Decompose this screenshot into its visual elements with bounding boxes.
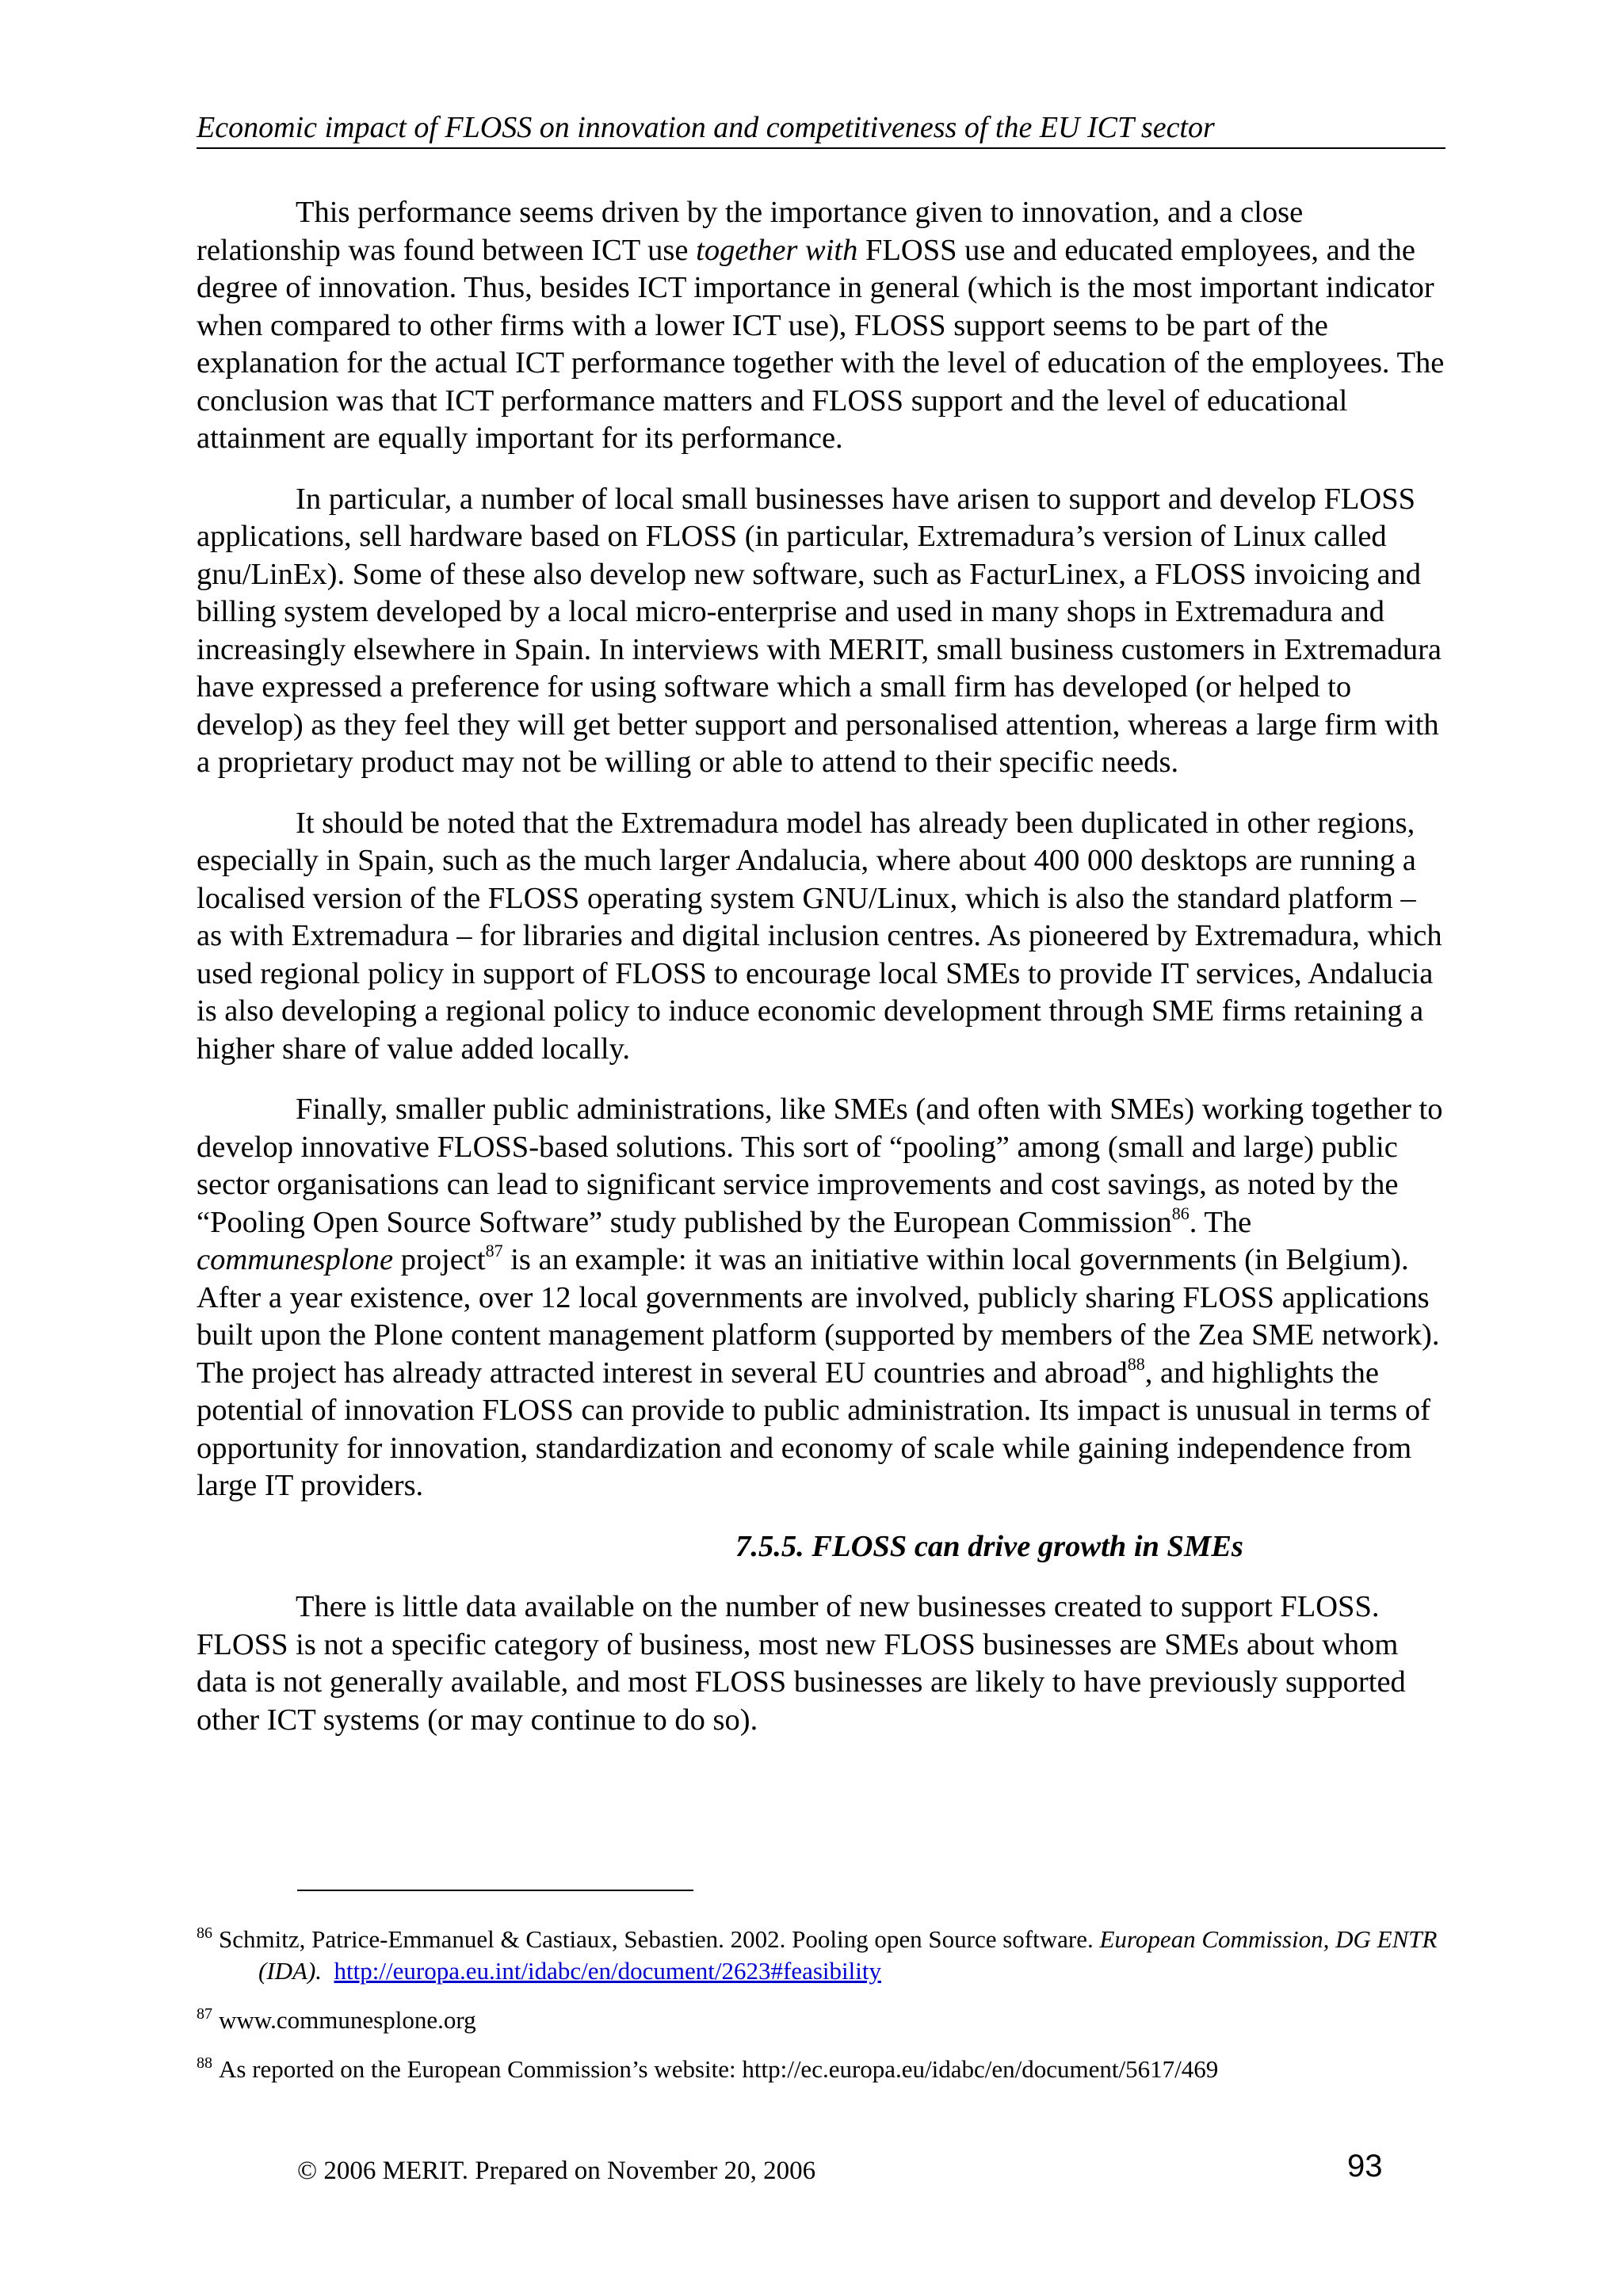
paragraph-4-text-e: , and highlights the potential of innovation FLOSS can provide to public administration. Its impact is unusual in terms of opportunity for innovation, standardization and economy of scale while gaining independence from large IT providers. [197, 1356, 1430, 1502]
paragraph-3: It should be noted that the Extremadura model has already been duplicated in other regions, especially in Spain, such as the much larger Andalucia, where about 400 000 desktops are running a localised version of the FLOSS operating system GNU/Linux, which is also the standard platform – as with Extremadura – for libraries and digital inclusion centres. As pioneered by Extremadura, which used regional policy in support of FLOSS to encourage local SMEs to provide IT services, Andalucia is also developing a regional policy to induce economic development through SME firms retaining a higher share of value added locally. [197, 806, 1442, 1066]
footnote-87 [197, 2004, 1445, 2036]
paragraph-4-text-a: Finally, smaller public administrations, like SMEs (and often with SMEs) working together to develop innovative FLOSS-based solutions. This sort of “pooling” among (small and large) public sector organisations can lead to significant service improvements and cost savings, as noted by the “Pooling Open Source Software” study published by the European Commission [197, 1093, 1443, 1239]
paragraph-4-text-c: project [393, 1243, 486, 1276]
paragraph-1-text: This performance seems driven by the importance given to innovation, and a close relationship was found between ICT use [197, 196, 1304, 267]
footnote-88 [197, 2054, 1445, 2085]
paragraph-5: There is little data available on the number of new businesses created to support FLOSS. FLOSS is not a specific category of business, most new FLOSS businesses are SMEs about whom data is not generally available, and most FLOSS businesses are likely to have previously supported other ICT systems (or may continue to do so). [197, 1590, 1406, 1737]
page-number: 93 [1347, 2149, 1383, 2183]
paragraph-2: In particular, a number of local small businesses have arisen to support and develop FLOSS applications, sell hardware based on FLOSS (in particular, Extremadura’s version of Linux called gnu/LinEx). Some of these also develop new software, such as FacturLinex, a FLOSS invoicing and billing system developed by a local micro-enterprise and used in many shops in Extremadura and increasingly elsewhere in Spain. In interviews with MERIT, small business customers in Extremadura have expressed a preference for using software which a small firm has developed (or helped to develop) as they feel they will get better support and personalised attention, whereas a large firm with a proprietary product may not be willing or able to attend to their specific needs. [197, 482, 1442, 779]
footnote-86 [197, 1924, 1445, 1987]
footnote-italic: European Commission, DG ENTR (IDA). [258, 1925, 1438, 1985]
footnote-text: As reported on the European Commission’s website: http://ec.europa.eu/idabc/en/document/5617/469 [219, 2055, 1219, 2083]
footnotes [197, 1924, 1445, 2103]
paragraph-1-text-rest: FLOSS use and educated employees, and the degree of innovation. Thus, besides ICT importance in general (which is the most important indicator when compared to other firms with a lower ICT use), FLOSS support seems to be part of the explanation for the actual ICT performance together with the level of education of the employees. The conclusion was that ICT performance matters and FLOSS support and the level of educational attainment are equally important for its performance. [197, 233, 1445, 455]
footnote-number: 86 [197, 1924, 212, 1942]
paragraph-4-italic: communesplone [197, 1243, 394, 1276]
footnote-divider [297, 1890, 693, 1891]
footnote-number: 87 [197, 2005, 212, 2023]
paragraph-1 [197, 194, 1445, 458]
footnote-number: 88 [197, 2054, 212, 2072]
footnote-ref-87[interactable]: 87 [485, 1241, 503, 1261]
footnote-ref-86[interactable]: 86 [1171, 1203, 1190, 1223]
paragraph-4-text-d: is an example: it was an initiative within local governments (in Belgium). After a year existence, over 12 local governments are involved, publicly sharing FLOSS applications built upon the Plone content management platform (supported by members of the Zea SME network). The project has already attracted interest in several EU countries and abroad [197, 1243, 1440, 1390]
paragraph-4-text-b: . The [1189, 1205, 1252, 1239]
footnote-text: Schmitz, Patrice-Emmanuel & Castiaux, Sebastien. 2002. Pooling open Source software. [219, 1925, 1100, 1953]
footnote-link[interactable]: http://europa.eu.int/idabc/en/document/2623#feasibility [334, 1957, 881, 1985]
footnote-text: www.communesplone.org [219, 2006, 476, 2034]
body-text [197, 194, 1445, 1762]
footer-copyright: © 2006 MERIT. Prepared on November 20, 2006 [297, 2157, 816, 2185]
paragraph-1-italic: together with [696, 233, 858, 267]
paragraph-4 [197, 1091, 1445, 1505]
section-heading: 7.5.5. FLOSS can drive growth in SMEs [735, 1529, 1243, 1563]
running-header: Economic impact of FLOSS on innovation and competitiveness of the EU ICT sector [197, 109, 1445, 149]
footnote-ref-88[interactable]: 88 [1127, 1353, 1145, 1374]
